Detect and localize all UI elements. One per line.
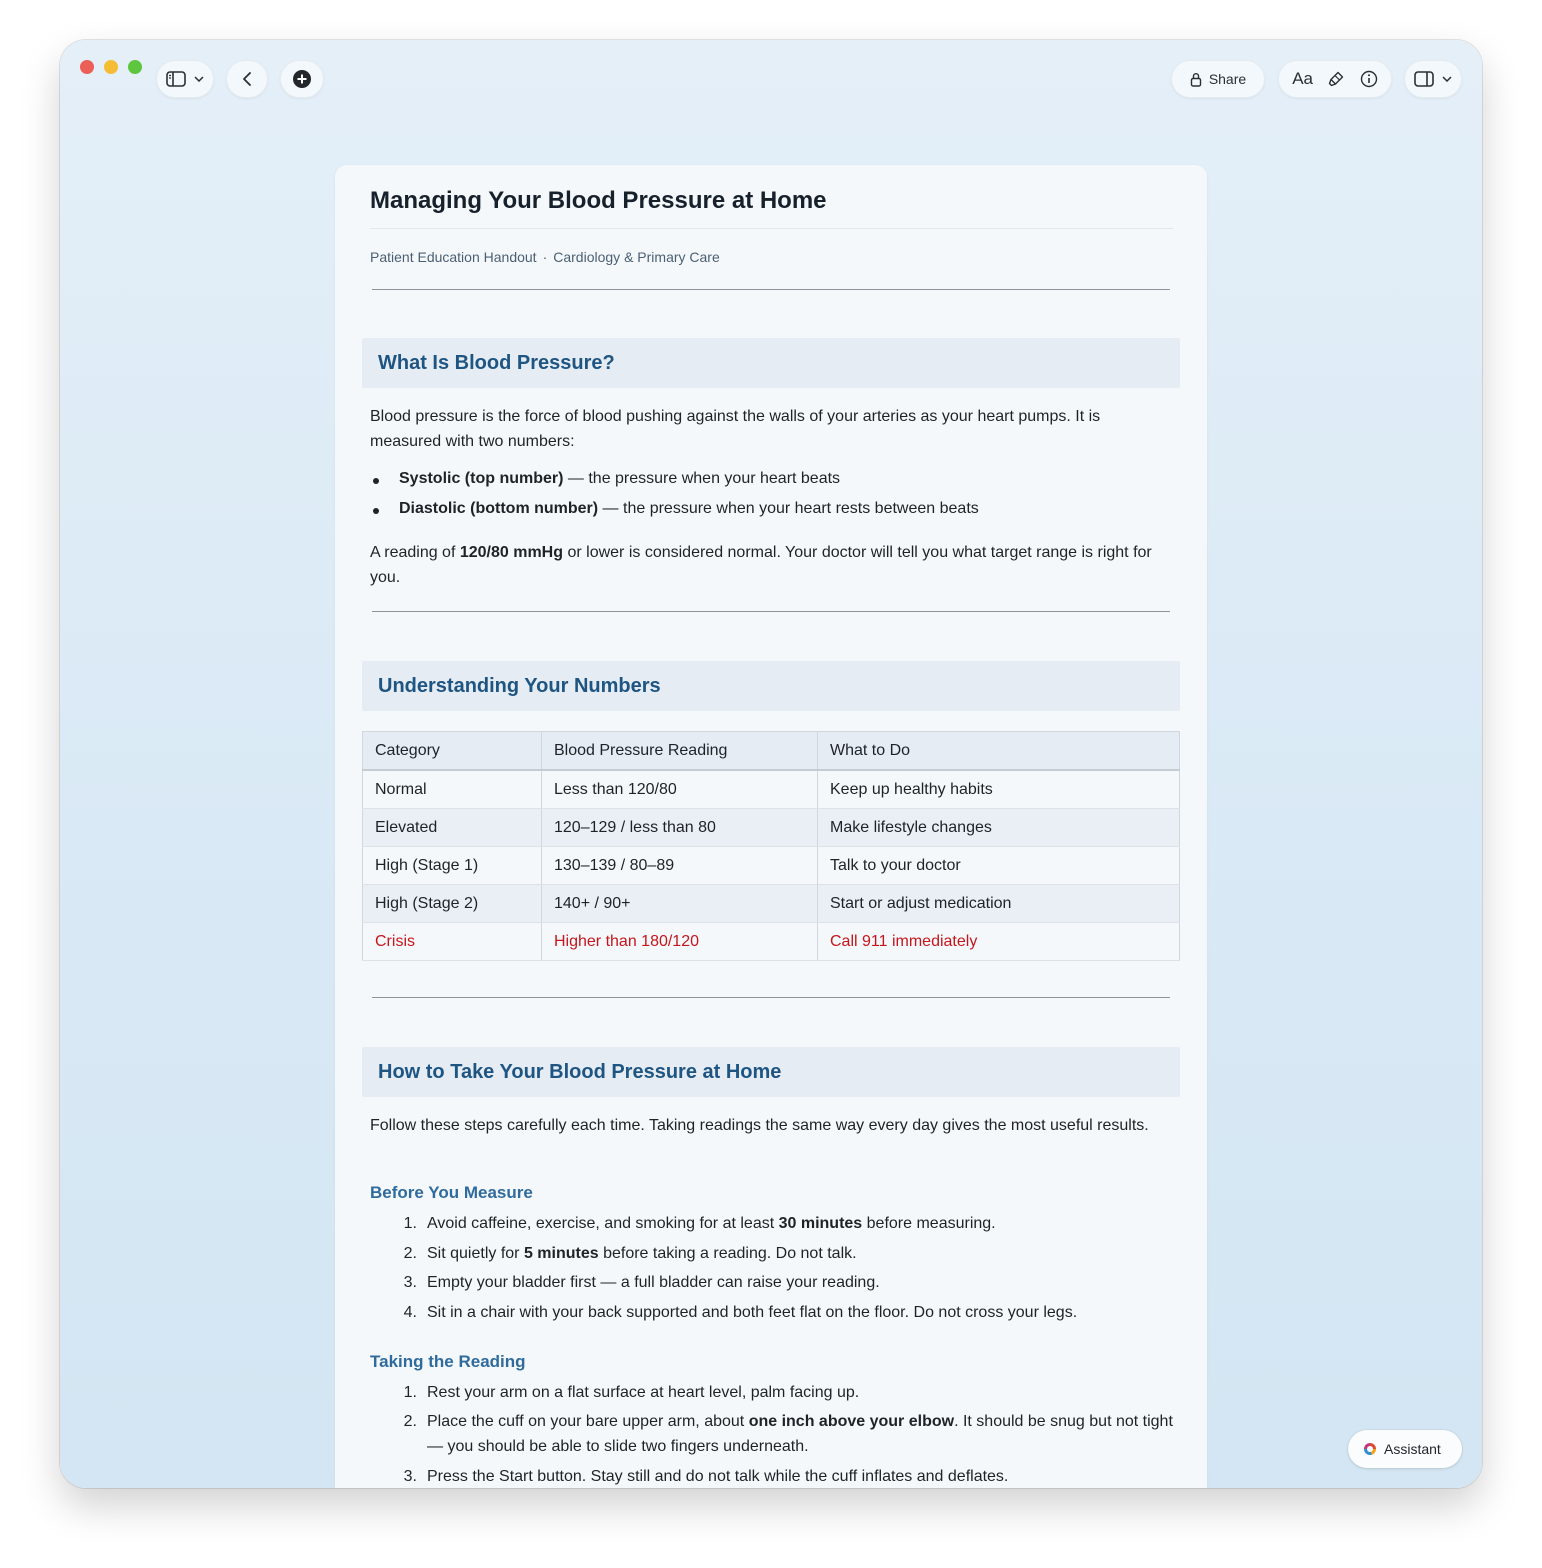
- list-item: [370, 1270, 1170, 1295]
- paragraph: Follow these steps carefully each time. Taking readings the same way every day gives the most useful results.: [370, 1117, 1149, 1134]
- lock-icon: [1190, 72, 1202, 87]
- panel-toggle-button[interactable]: [1404, 60, 1462, 98]
- bullet-text: — the pressure when your heart beats: [563, 470, 841, 487]
- format-tools-group: [1278, 60, 1392, 98]
- list-text: Sit in a chair with your back supported and both feet flat on the floor. Do not cross your legs.: [427, 1304, 1078, 1321]
- close-window-button[interactable]: [80, 60, 94, 74]
- section-divider: [372, 289, 1170, 290]
- list-number: 2.: [403, 1413, 417, 1430]
- column-header: Blood Pressure Reading: [542, 732, 818, 771]
- bullet-marker: [373, 478, 379, 484]
- title-divider: [370, 228, 1173, 229]
- chevron-down-icon: [1442, 76, 1452, 82]
- app-window: [60, 40, 1482, 1488]
- info-icon[interactable]: [1360, 70, 1378, 88]
- list-text: Empty your bladder first — a full bladder can raise your reading.: [427, 1274, 880, 1291]
- sidebar-icon: [166, 71, 186, 87]
- list-item: [370, 1409, 1180, 1459]
- assistant-label: Assistant: [1384, 1441, 1441, 1457]
- list-item: [370, 1300, 1170, 1325]
- list-item: [370, 470, 840, 488]
- paragraph: Blood pressure is the force of blood pushing against the walls of your arteries as your heart pumps. It is measured with two numbers:: [370, 408, 1101, 450]
- table-row: [363, 770, 1180, 809]
- minimize-window-button[interactable]: [104, 60, 118, 74]
- back-icon: [242, 71, 252, 87]
- list-number: 1.: [403, 1215, 417, 1232]
- document-meta: [370, 249, 720, 265]
- text: A reading of: [370, 544, 460, 561]
- table-cell: High (Stage 1): [363, 847, 542, 885]
- table-cell: Keep up healthy habits: [818, 770, 1180, 809]
- list-item: [370, 1211, 1170, 1236]
- table-cell: Make lifestyle changes: [818, 809, 1180, 847]
- table-row: [363, 809, 1180, 847]
- assistant-button[interactable]: [1348, 1430, 1462, 1468]
- subheading: Taking the Reading: [370, 1352, 526, 1371]
- table-cell: Elevated: [363, 809, 542, 847]
- text: . It should be snug but not tight — you should be able to slide two fingers underneath.: [427, 1413, 1173, 1455]
- maximize-window-button[interactable]: [128, 60, 142, 74]
- emphasis: 30 minutes: [778, 1215, 863, 1232]
- table-row: [363, 885, 1180, 923]
- back-button[interactable]: [226, 60, 268, 98]
- document-page: [335, 165, 1207, 1488]
- new-note-button[interactable]: [280, 60, 324, 98]
- table-cell: Less than 120/80: [542, 770, 818, 809]
- share-button[interactable]: [1171, 60, 1265, 98]
- table-cell: Call 911 immediately: [818, 923, 1180, 961]
- list-number: 4.: [403, 1304, 417, 1321]
- text: before measuring.: [862, 1215, 996, 1232]
- page-title: Managing Your Blood Pressure at Home: [370, 187, 827, 214]
- list-item: [370, 500, 979, 518]
- new-note-icon: [292, 69, 312, 89]
- panel-icon: [1414, 71, 1434, 87]
- bullet-term: Systolic (top number): [399, 470, 564, 487]
- list-number: 1.: [403, 1384, 417, 1401]
- table-row: [363, 847, 1180, 885]
- emphasis: 120/80 mmHg: [459, 544, 564, 561]
- assistant-icon: [1364, 1443, 1376, 1455]
- chevron-down-icon: [194, 76, 204, 82]
- table-row-crisis: [363, 923, 1180, 961]
- list-item: [370, 1380, 1170, 1405]
- column-header: What to Do: [818, 732, 1180, 771]
- emphasis: 5 minutes: [523, 1245, 599, 1262]
- table-header-row: [363, 732, 1180, 771]
- text: or lower is considered normal. Your doctor will tell you what target range is right for you.: [370, 544, 1152, 586]
- list-text: Rest your arm on a flat surface at heart level, palm facing up.: [427, 1384, 860, 1401]
- text: Sit quietly for: [427, 1245, 524, 1262]
- meta-separator: ·: [542, 249, 548, 265]
- sidebar-toggle-button[interactable]: [156, 60, 214, 98]
- table-cell: Talk to your doctor: [818, 847, 1180, 885]
- table-cell: 140+ / 90+: [542, 885, 818, 923]
- bullet-marker: [373, 508, 379, 514]
- text: Avoid caffeine, exercise, and smoking for at least: [427, 1215, 779, 1232]
- bp-categories-table: [362, 731, 1180, 961]
- column-header: Category: [363, 732, 542, 771]
- table-cell: 130–139 / 80–89: [542, 847, 818, 885]
- list-text: Press the Start button. Stay still and do not talk while the cuff inflates and deflates.: [427, 1468, 1009, 1485]
- table-cell: Higher than 180/120: [542, 923, 818, 961]
- paragraph: [370, 540, 1160, 590]
- subheading: Before You Measure: [370, 1183, 533, 1202]
- table-cell: Normal: [363, 770, 542, 809]
- section-divider: [372, 611, 1170, 612]
- table-cell: Start or adjust medication: [818, 885, 1180, 923]
- section-heading: How to Take Your Blood Pressure at Home: [362, 1047, 1180, 1097]
- section-heading: What Is Blood Pressure?: [362, 338, 1180, 388]
- font-format-button[interactable]: Aa: [1292, 69, 1313, 88]
- list-item: [370, 1464, 1170, 1488]
- table-cell: 120–129 / less than 80: [542, 809, 818, 847]
- text: Place the cuff on your bare upper arm, about: [427, 1413, 749, 1430]
- bullet-text: — the pressure when your heart rests between beats: [598, 500, 979, 517]
- highlighter-icon[interactable]: [1327, 70, 1345, 88]
- meta-department: Cardiology & Primary Care: [553, 249, 720, 265]
- meta-handout-type: Patient Education Handout: [370, 249, 537, 265]
- share-label: Share: [1208, 71, 1247, 87]
- text: before taking a reading. Do not talk.: [598, 1245, 857, 1262]
- bullet-term: Diastolic (bottom number): [399, 500, 599, 517]
- section-divider: [372, 997, 1170, 998]
- emphasis: one inch above your elbow: [748, 1413, 955, 1430]
- list-item: [370, 1241, 1170, 1266]
- list-number: 3.: [403, 1468, 417, 1485]
- section-heading: Understanding Your Numbers: [362, 661, 1180, 711]
- list-number: 2.: [403, 1245, 417, 1262]
- list-number: 3.: [403, 1274, 417, 1291]
- table-cell: Crisis: [363, 923, 542, 961]
- table-cell: High (Stage 2): [363, 885, 542, 923]
